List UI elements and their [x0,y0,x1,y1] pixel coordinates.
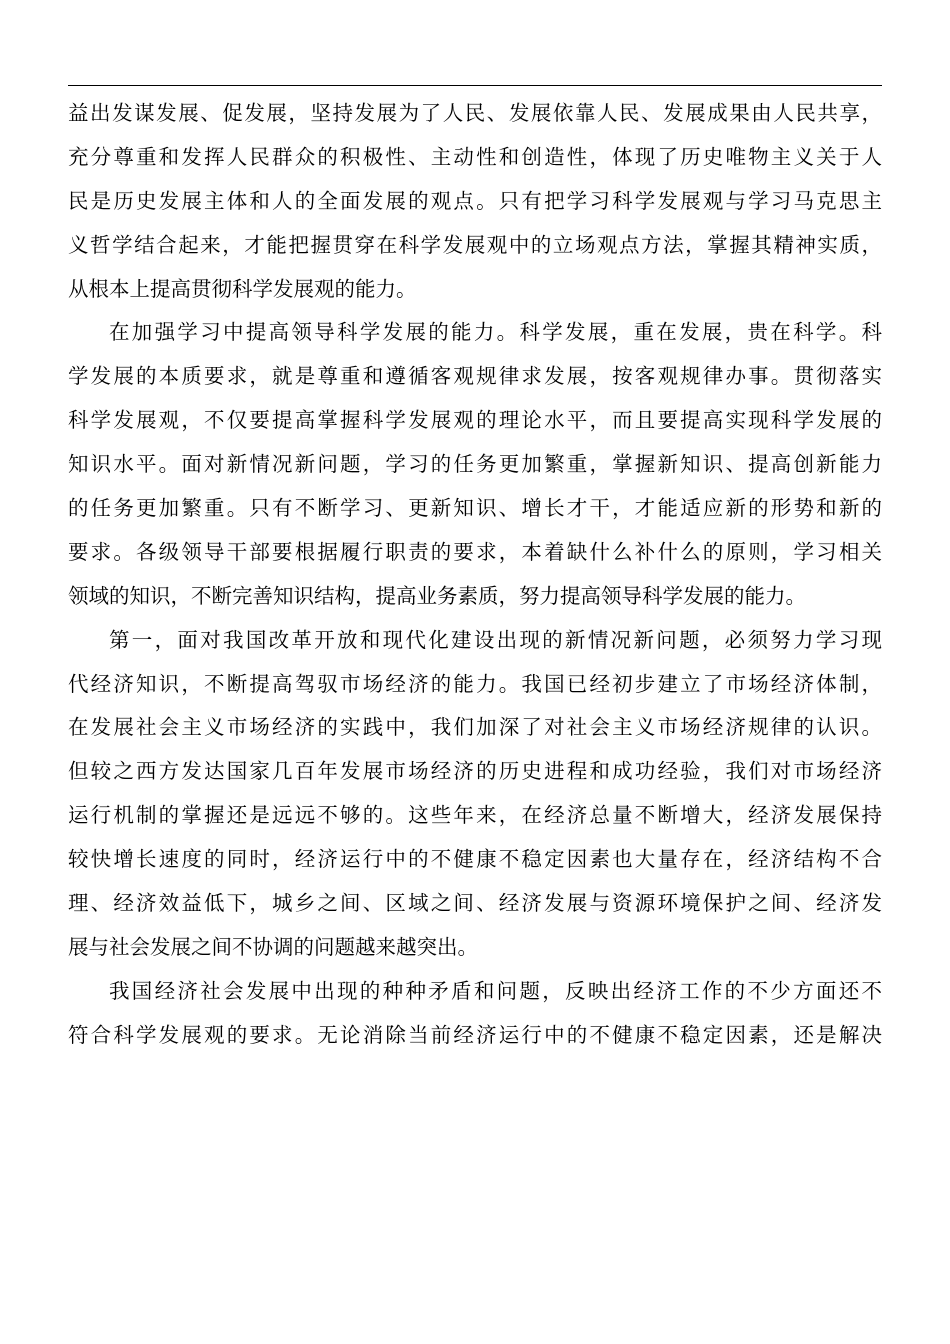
text-line: 代经济知识，不断提高驾驭市场经济的能力。我国已经初步建立了市场经济体制， [68,671,882,696]
text-line: 益出发谋发展、促发展，坚持发展为了人民、发展依靠人民、发展成果由人民共享， [68,101,882,125]
text-line: 知识水平。面对新情况新问题，学习的任务更加繁重，掌握新知识、提高创新能力 [68,452,882,477]
text-line: 民是历史发展主体和人的全面发展的观点。只有把学习科学发展观与学习马克思主 [68,188,882,213]
paragraph-first-line: 第一，面对我国改革开放和现代化建设出现的新情况新问题，必须努力学习现 [109,627,882,652]
text-line: 符合科学发展观的要求。无论消除当前经济运行中的不健康不稳定因素，还是解决 [68,1022,882,1047]
text-line: 从根本上提高贯彻科学发展观的能力。 [68,276,417,301]
paragraph-first-line: 我国经济社会发展中出现的种种矛盾和问题，反映出经济工作的不少方面还不 [109,978,882,1003]
text-line: 充分尊重和发挥人民群众的积极性、主动性和创造性，体现了历史唯物主义关于人 [68,144,882,169]
text-line: 运行机制的掌握还是远远不够的。这些年来，在经济总量不断增大，经济发展保持 [68,803,882,828]
text-line: 要求。各级领导干部要根据履行职责的要求，本着缺什么补什么的原则，学习相关 [68,539,882,564]
text-line: 在发展社会主义市场经济的实践中，我们加深了对社会主义市场经济规律的认识。 [68,715,882,740]
text-line: 科学发展观，不仅要提高掌握科学发展观的理论水平，而且要提高实现科学发展的 [68,408,882,433]
text-line: 但较之西方发达国家几百年发展市场经济的历史进程和成功经验，我们对市场经济 [68,759,882,784]
text-line: 的任务更加繁重。只有不断学习、更新知识、增长才干，才能适应新的形势和新的 [68,496,882,521]
text-line: 学发展的本质要求，就是尊重和遵循客观规律求发展，按客观规律办事。贯彻落实 [68,364,882,389]
document-body [68,92,882,1058]
text-line: 义哲学结合起来，才能把握贯穿在科学发展观中的立场观点方法，掌握其精神实质， [68,232,882,257]
paragraph-first-line: 在加强学习中提高领导科学发展的能力。科学发展，重在发展，贵在科学。科 [109,320,882,345]
header-rule [68,85,882,86]
text-line: 理、经济效益低下，城乡之间、区域之间、经济发展与资源环境保护之间、经济发 [68,891,882,916]
text-line: 较快增长速度的同时，经济运行中的不健康不稳定因素也大量存在，经济结构不合 [68,847,882,872]
text-line: 领域的知识，不断完善知识结构，提高业务素质，努力提高领导科学发展的能力。 [68,583,806,608]
text-line: 展与社会发展之间不协调的问题越来越突出。 [68,934,478,959]
